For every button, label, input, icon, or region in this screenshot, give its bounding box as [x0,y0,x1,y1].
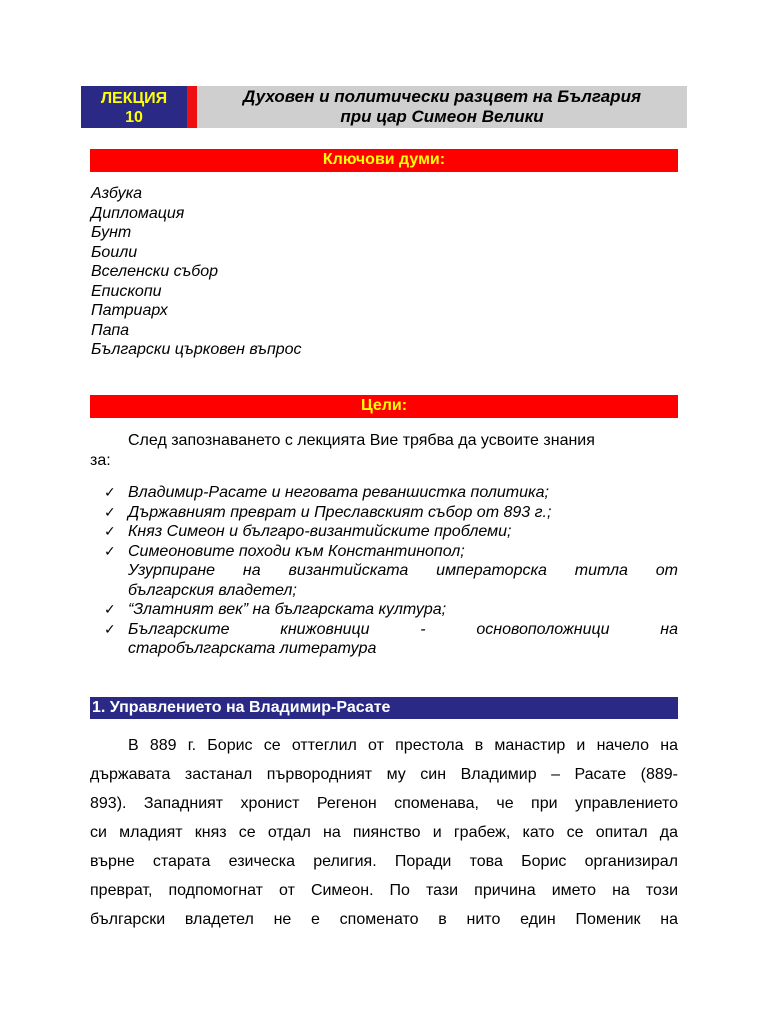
keyword-item: Бунт [91,224,132,241]
lecture-label: ЛЕКЦИЯ [100,90,168,107]
keyword-item: Папа [91,321,130,339]
goals-list [104,483,678,659]
keyword-item: Азбука [91,185,143,202]
paragraph-line: държавата застанал първородният му син Владимир – Расате (889- [90,766,678,783]
goal-item [104,503,678,523]
goal-item [104,522,678,542]
lecture-title [197,86,687,128]
paragraph-line: български владетел не е споменато в нито един Поменик на [90,911,678,928]
keyword-item: Вселенски събор [91,263,219,280]
section-paragraph [90,731,678,934]
goal-subtext: Узурпиране на византийската императорска титла от [128,562,678,579]
keywords-heading: Ключови думи: [90,149,678,172]
keyword-item: Патриарх [91,302,168,319]
checkmark-icon: ✓ [104,503,116,520]
goal-text: Българските книжовници - основоположници на [128,620,678,638]
keyword-item: Епископи [91,282,162,300]
goal-item [104,620,678,659]
keyword-item: Дипломация [91,204,185,222]
checkmark-icon: ✓ [104,484,116,500]
goals-intro-line-1: След запознаването с лекцията Вие трябва да усвоите знания [128,432,595,449]
goal-text: Симеоновите походи към Константинопол; [128,542,465,560]
lecture-title-line-2: при цар Симеон Велики [340,107,544,126]
paragraph-line: В 889 г. Борис се оттеглил от престола в манастир и начело на [128,737,678,754]
header-accent-strip [187,86,197,128]
checkmark-icon: ✓ [104,620,116,637]
goal-item [104,600,678,620]
paragraph-line: 893). Западният хронист Регенон споменава, че при управлението [90,795,678,812]
paragraph-line: си младият княз се отдал на пиянство и грабеж, като се опитал да [90,824,678,841]
goal-text: Владимир-Расате и неговата реваншистка политика; [128,484,549,501]
keywords-list [91,184,302,360]
section-heading: 1. Управлението на Владимир-Расате [90,697,678,719]
goal-item [104,542,678,601]
goals-intro [90,431,678,471]
lecture-number: 10 [125,109,143,126]
goals-intro-line-2: за: [90,452,111,469]
goal-subtext: българския владетел; [128,581,297,599]
checkmark-icon: ✓ [104,542,116,559]
lecture-badge [81,86,187,128]
goal-text: Държавният преврат и Преславският събор от 893 г.; [128,503,552,521]
keyword-item: Български църковен въпрос [91,341,302,358]
goal-text: Княз Симеон и българо-византийските проблеми; [128,523,512,540]
goal-text: старобългарската литература [128,640,377,657]
goals-heading: Цели: [90,395,678,418]
paragraph-line: върне старата езическа религия. Поради това Борис организирал [90,853,678,870]
checkmark-icon: ✓ [104,601,116,617]
keyword-item: Боили [91,243,138,261]
goal-text: “Златният век” на българската култура; [128,601,447,618]
lecture-title-line-1: Духовен и политически разцвет на България [243,87,641,106]
goal-item [104,483,678,503]
paragraph-line: преврат, подпомогнат от Симеон. По тази причина името на този [90,882,678,899]
checkmark-icon: ✓ [104,523,116,539]
